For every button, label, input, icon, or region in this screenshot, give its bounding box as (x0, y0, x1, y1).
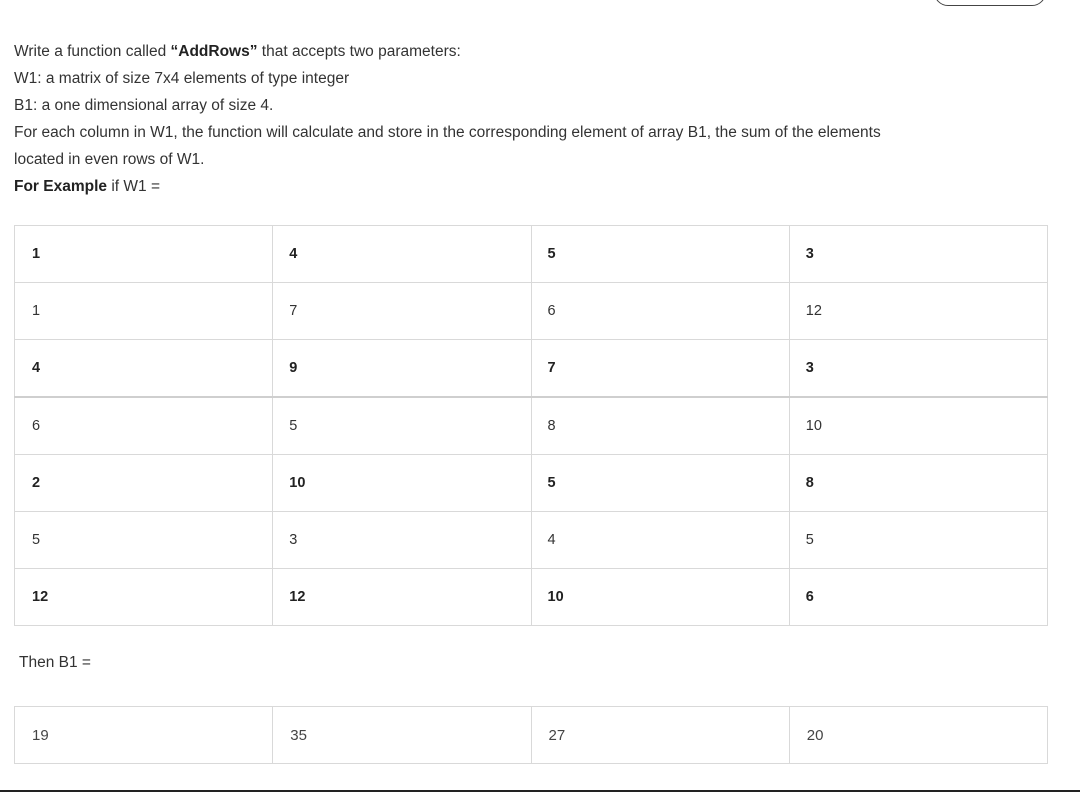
top-pill-button[interactable] (934, 0, 1046, 6)
table-cell: 5 (273, 397, 531, 455)
table-cell: 1 (15, 226, 273, 283)
table-cell: 7 (531, 340, 789, 398)
table-cell: 8 (789, 455, 1047, 512)
table-cell: 19 (15, 707, 273, 764)
table-cell: 5 (531, 455, 789, 512)
table-cell: 1 (15, 283, 273, 340)
question-line-3: B1: a one dimensional array of size 4. (14, 97, 274, 114)
table-cell: 2 (15, 455, 273, 512)
example-line (14, 173, 1054, 200)
table-cell: 4 (531, 512, 789, 569)
table-row (15, 397, 1048, 455)
table-cell: 6 (789, 569, 1047, 626)
table-row (15, 340, 1048, 398)
table-row (15, 707, 1048, 764)
table-cell: 6 (531, 283, 789, 340)
question-text (14, 38, 1054, 200)
table-cell: 12 (15, 569, 273, 626)
table-cell: 3 (789, 226, 1047, 283)
table-cell: 8 (531, 397, 789, 455)
table-cell: 35 (273, 707, 531, 764)
table-cell: 10 (789, 397, 1047, 455)
function-name: “AddRows” (170, 43, 258, 60)
line1-prefix: Write a function called (14, 43, 171, 60)
then-b1-label: Then B1 = (19, 654, 91, 671)
example-bold: For Example (14, 178, 108, 195)
example-rest: if W1 = (107, 178, 161, 195)
w1-matrix-table (14, 225, 1048, 626)
b1-result-table (14, 706, 1048, 764)
table-cell: 6 (15, 397, 273, 455)
table-cell: 20 (789, 707, 1047, 764)
table-cell: 5 (15, 512, 273, 569)
table-cell: 4 (15, 340, 273, 398)
table-row (15, 455, 1048, 512)
table-cell: 4 (273, 226, 531, 283)
line1-suffix: that accepts two parameters: (257, 43, 461, 60)
table-cell: 5 (531, 226, 789, 283)
table-row (15, 283, 1048, 340)
question-line-1 (14, 38, 1054, 65)
table-cell: 7 (273, 283, 531, 340)
question-line-4: For each column in W1, the function will calculate and store in the corresponding element of array B1, the sum of the elements (14, 124, 881, 141)
table-cell: 27 (531, 707, 789, 764)
table-cell: 10 (273, 455, 531, 512)
table-cell: 10 (531, 569, 789, 626)
table-cell: 12 (273, 569, 531, 626)
question-line-5: located in even rows of W1. (14, 151, 205, 168)
table-cell: 9 (273, 340, 531, 398)
table-cell: 3 (273, 512, 531, 569)
table-cell: 5 (789, 512, 1047, 569)
table-row (15, 569, 1048, 626)
table-cell: 12 (789, 283, 1047, 340)
bottom-divider (0, 790, 1080, 792)
table-cell: 3 (789, 340, 1047, 398)
table-row (15, 226, 1048, 283)
question-line-2: W1: a matrix of size 7x4 elements of type integer (14, 70, 350, 87)
table-row (15, 512, 1048, 569)
